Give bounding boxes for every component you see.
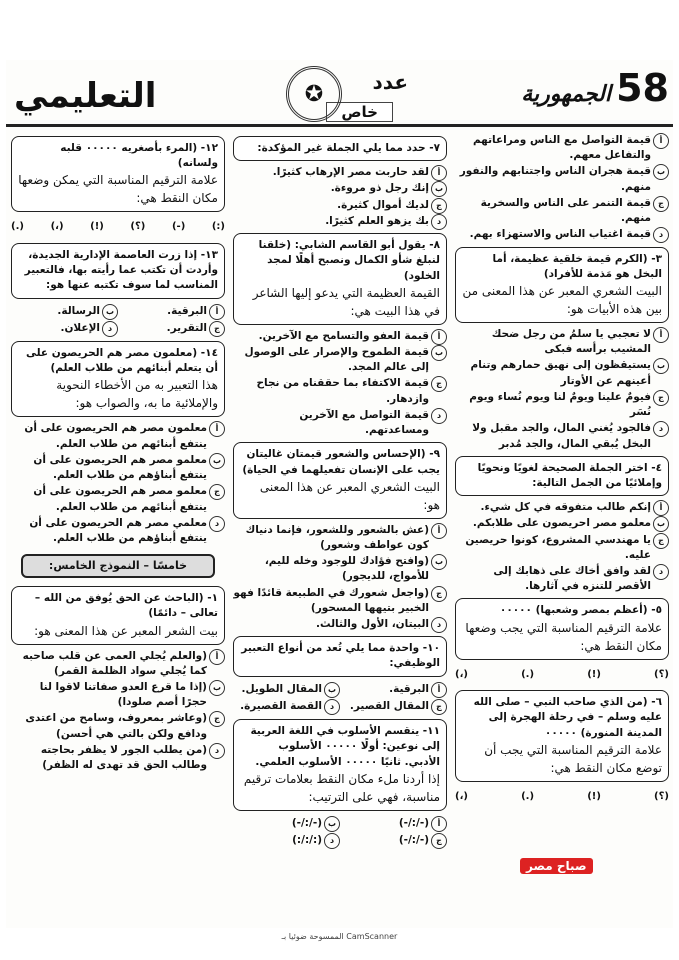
page-header (6, 60, 673, 126)
option: ج فيومٌ علينا ويومٌ لنا ويوم نُساء ويوم نُسَر (455, 390, 669, 420)
option: ج قيمة الاكتفاء بما حققناه من نجاح وازدهار. (233, 376, 447, 406)
column-right (455, 132, 669, 808)
question-title: ١٤- (معلمون مصر هم الحريصون على أن يتعلم أبنائهم من طلاب العلم) (25, 347, 218, 375)
option: ج معلمو مصر هم الحريصون على أن ينتفع أبنائهم من طلاب العلم. (11, 484, 225, 514)
option: ج (-/:/-) (340, 833, 447, 848)
newspaper-page (6, 60, 673, 928)
option: د البيتان، الأول والثالث. (233, 617, 447, 632)
punctuation-options (455, 664, 669, 687)
option: ب قيمة الطموح والإصرار على الوصول إلى عالم المجد. (233, 345, 447, 375)
column-left (11, 132, 225, 774)
option: ب (-/:/-) (233, 816, 340, 831)
punct-option: (،) (50, 221, 64, 233)
options-grid (11, 303, 225, 337)
punct-option: (.) (521, 668, 535, 680)
option: ج يا مهندسي المشروع، كونوا حريصين عليه. (455, 533, 669, 563)
options-grid (233, 681, 447, 715)
option: د قيمة التواصل مع الآخرين ومساعدتهم. (233, 408, 447, 438)
question-title: ٣- (الكرم قيمة خلقية عظيمة، أما البخل هو مَذمة للأفراد) (492, 252, 662, 280)
punct-option: (؟) (130, 221, 146, 233)
option: ج لديك أموال كثيرة. (233, 198, 447, 213)
punct-option: (!) (587, 790, 601, 802)
option: أ لا تعجبي يا سلمُ من رجل ضحك المشيب برأسه فبكى (455, 327, 669, 357)
question-box (455, 247, 669, 323)
scanner-footer: CamScanner الممسوحة ضوئيا بـ (281, 932, 398, 941)
option: د (:/:/:) (233, 833, 340, 848)
option: د (من يطلب الجور لا يظفر بحاجته وطالب الحق قد تهدى له الظفر) (11, 743, 225, 773)
question-title: ١- (الباحث عن الحق يُوفق من الله – تعالى – دائمًا) (34, 592, 218, 620)
question-title: ١٣- إذا زرت العاصمة الإدارية الجديدة، وأردت أن تكتب عما رأيته بها، فالتعبير المناسب لما سوف تكتبه عنها هو: (24, 248, 218, 292)
question-box (233, 442, 447, 518)
option: أ قيمة العفو والتسامح مع الآخرين. (233, 329, 447, 344)
question-box (233, 636, 447, 676)
question-lead: بيت الشعر المعبر عن هذا المعنى هو: (34, 623, 218, 638)
question-box (455, 690, 669, 782)
question-title: ١٠- واحدة مما يلي تُعد من أنواع التعبير الوظيفي: (241, 642, 440, 670)
issue-number: 58 (616, 66, 669, 110)
option: أ معلمون مصر هم الحريصون على أن ينتفع أبنائهم من طلاب العلم. (11, 421, 225, 451)
question-title: ٧- حدد مما يلي الجملة غير المؤكدة: (257, 142, 440, 154)
punct-option: (.) (11, 221, 24, 233)
question-lead: علامة الترقيم المناسبة التي يجب وضعها مكان النقط هي: (465, 620, 662, 653)
punct-option: (!) (587, 668, 601, 680)
options-grid (233, 815, 447, 849)
brand-name: الجمهورية (521, 82, 611, 107)
model-banner: خامسًا – النموذج الخامس: (21, 554, 215, 578)
option: ب معلمو مصر هم الحريصون على أن ينتفع أبناؤهم من طلاب العلم. (11, 453, 225, 483)
option: ج المقال القصير. (340, 699, 447, 714)
option: ب الرسالة. (11, 304, 118, 319)
question-box (11, 136, 225, 212)
option: ب المقال الطويل. (233, 682, 340, 697)
question-title: ٤- اختر الجملة الصحيحة لغويًا ونحويًا وإملائيًا من الجمل التالية: (477, 461, 662, 489)
option: أ قيمة التواصل مع الناس ومراعاتهم والتفاعل معهم. (455, 133, 669, 163)
special-label: خاص (326, 102, 393, 122)
punct-option: (-) (171, 221, 186, 233)
question-box (11, 586, 225, 644)
option: ب إنك رجل ذو مروءة. (233, 181, 447, 196)
option: د بك يزهو العلم كثيرًا. (233, 214, 447, 229)
header-rule (6, 124, 673, 127)
question-box (233, 233, 447, 325)
question-box (233, 719, 447, 811)
question-lead: القيمة العظيمة التي يدعو إليها الشاعر في هذا البيت هي: (252, 285, 440, 318)
punct-option: (!) (90, 221, 104, 233)
question-title: ١٢- (المرء بأصغريه ٠٠٠٠٠ قلبه ولسانه) (60, 142, 218, 170)
question-lead: البيت الشعري المعبر عن هذا المعنى من بين هذه الأبيات هو: (462, 283, 662, 316)
question-lead: علامة الترقيم المناسبة التي يمكن وضعها مكان النقط هي: (18, 173, 218, 206)
question-lead: علامة الترقيم المناسبة التي يجب أن توضع مكان النقط هي: (484, 742, 662, 775)
punct-option: (،) (455, 668, 468, 680)
option: أ (عش بالشعور وللشعور، فإنما دنياك كون عواطف وشعور) (233, 523, 447, 553)
option: أ البرقية. (118, 304, 225, 319)
punct-option: (،) (455, 790, 468, 802)
ministry-logo-icon: ✪ (286, 66, 342, 122)
question-title: ٦- (من الذي صاحب النبي – صلى الله عليه وسلم – في رحلة الهجرة إلى المدينة المنورة) ٠٠٠٠٠ (473, 696, 662, 739)
section-title: التعليمي (14, 76, 157, 116)
option: أ لقد حاربت مصر الإرهاب كثيرًا. (233, 165, 447, 180)
option: ب قيمة هجران الناس واجتنابهم والنفور منهم. (455, 164, 669, 194)
option: د القصة القصيرة. (233, 699, 340, 714)
option: ب معلمو مصر احريصون على طلابكم. (455, 516, 669, 531)
question-title: ٩- (الإحساس والشعور قيمتان غاليتان يجب على الإنسان تفعيلهما في الحياة) (242, 448, 440, 476)
option: أ (-/:/-) (340, 816, 447, 831)
question-box (233, 136, 447, 161)
option: ب (وافتح فؤادك للوجود وخله لليم، للأمواج، للديجور) (233, 554, 447, 584)
option: أ البرقية. (340, 682, 447, 697)
punct-option: (:) (211, 221, 225, 233)
punct-option: (؟) (654, 790, 669, 802)
punctuation-options (455, 786, 669, 809)
option: ب (إذا ما قرع العدو صفاتنا لاقوا لنا حجرًا أصم صلودا) (11, 680, 225, 710)
option: أ إنكم طالب متفوقه في كل شيء. (455, 500, 669, 515)
question-title: ١١- ينقسم الأسلوب في اللغة العربية إلى نوعين: أولًا ٠٠٠٠٠ الأسلوب الأدبي. ثانيًا ٠٠٠٠٠ الأسلوب العلمي. (250, 725, 440, 768)
issue-word: عدد (372, 70, 408, 94)
question-title: ٨- يقول أبو القاسم الشابي: (خلقنا لنبلغ شأو الكمال ونصبح أهلًا لمجد الخلود) (258, 239, 440, 282)
option: ج التقرير. (118, 321, 225, 336)
option: د فالجود يُغني المال، والجد مقبل ولا البخل يُبقي المال، والجد مُدبر (455, 421, 669, 451)
option: ج قيمة التنمر على الناس والسخرية منهم. (455, 196, 669, 226)
option: د معلمي مصر هم الحريصون على أن ينتفع أبناؤهم من طلاب العلم. (11, 516, 225, 546)
question-lead: إذا أردنا ملء مكان النقط بعلامات ترقيم مناسبة، فهي على الترتيب: (243, 771, 440, 804)
punctuation-options (11, 216, 225, 239)
column-middle (233, 132, 447, 849)
option: أ (والعلم يُجلي العمى عن قلب صاحبه كما يُجلي سواد الظلمة القمر) (11, 649, 225, 679)
question-title: ٥- (أعظم بمصر وشعبها) ٠٠٠٠٠ (499, 604, 662, 617)
option: د لقد وافق أخاك على ذهابك إلى الأقصر للتنزه في آثارها. (455, 564, 669, 594)
question-box (11, 341, 225, 417)
question-box (11, 243, 225, 299)
option: ب يستيقظون إلى نهيق حمارهم وتنام أعينهم عن الأوتار (455, 358, 669, 388)
punct-option: (؟) (654, 668, 669, 680)
option: د قيمة اغتياب الناس والاستهزاء بهم. (455, 227, 669, 242)
punct-option: (.) (521, 790, 535, 802)
question-lead: البيت الشعري المعبر عن هذا المعنى هو: (259, 479, 440, 512)
watermark-logo: صباح مصر (520, 858, 593, 874)
option: ج (واجعل شعورك في الطبيعة قائدًا فهو الخبير بتيهها المسحور) (233, 586, 447, 616)
question-lead: هذا التعبير به من الأخطاء النحوية والإملائية ما به، والصواب هو: (56, 378, 218, 411)
question-box (455, 598, 669, 659)
option: ج (وعاشر بمعروف، وسامح من اعتدى ودافع ولكن بالتي هي أحسن) (11, 711, 225, 741)
question-box (455, 456, 669, 496)
option: د الإعلان. (11, 321, 118, 336)
